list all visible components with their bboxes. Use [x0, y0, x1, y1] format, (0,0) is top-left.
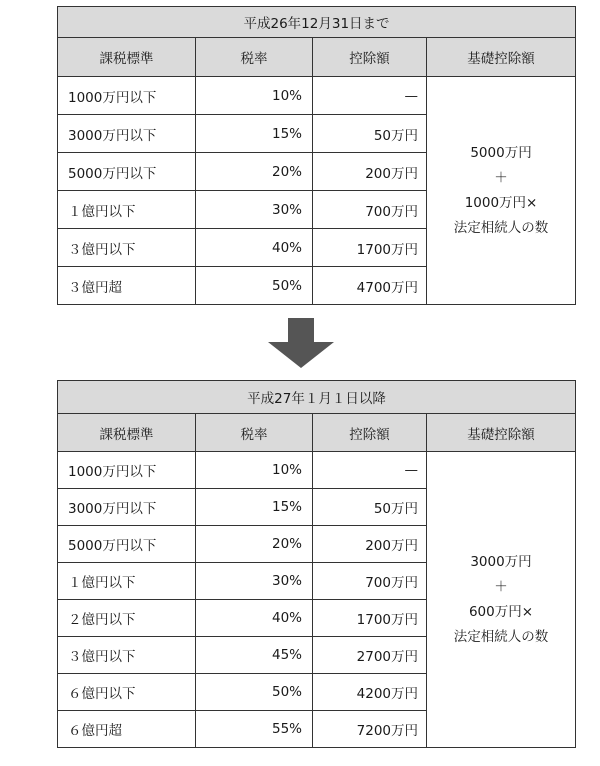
- basic-deduction-cell: [427, 77, 576, 305]
- taxable-amount-cell: 1000万円以下: [58, 77, 196, 115]
- tax-rate-cell: 40%: [196, 229, 313, 267]
- taxable-amount-cell: 1000万円以下: [58, 452, 196, 489]
- taxable-amount-cell: 5000万円以下: [58, 153, 196, 191]
- taxable-amount-cell: 3000万円以下: [58, 115, 196, 153]
- column-header-taxable-amount: 課税標準: [58, 414, 196, 452]
- column-header-deduction: 控除額: [313, 414, 427, 452]
- deduction-cell: 4700万円: [313, 267, 427, 305]
- deduction-cell: 4200万円: [313, 674, 427, 711]
- basic-deduction-cell: [427, 452, 576, 748]
- taxable-amount-cell: ６億円超: [58, 711, 196, 748]
- taxable-amount-cell: ３億円超: [58, 267, 196, 305]
- tax-rate-cell: 40%: [196, 600, 313, 637]
- taxable-amount-cell: ２億円以下: [58, 600, 196, 637]
- tax-rate-cell: 10%: [196, 452, 313, 489]
- deduction-cell: 1700万円: [313, 229, 427, 267]
- tax-table-before-2015: [57, 6, 576, 305]
- tax-rate-cell: 10%: [196, 77, 313, 115]
- basic-deduction-line: ＋: [494, 578, 508, 595]
- tax-rate-cell: 15%: [196, 489, 313, 526]
- tax-rate-cell: 20%: [196, 526, 313, 563]
- basic-deduction-line: 法定相続人の数: [453, 628, 549, 645]
- basic-deduction-line: 5000万円: [470, 144, 532, 161]
- taxable-amount-cell: 3000万円以下: [58, 489, 196, 526]
- tax-rate-cell: 30%: [196, 191, 313, 229]
- table-row: [58, 452, 576, 489]
- basic-deduction-line: 600万円×: [468, 603, 534, 620]
- column-header-basic-deduction: 基礎控除額: [427, 38, 576, 77]
- basic-deduction-line: ＋: [494, 169, 508, 186]
- basic-deduction-line: 1000万円×: [464, 194, 538, 211]
- deduction-cell: —: [313, 77, 427, 115]
- taxable-amount-cell: 5000万円以下: [58, 526, 196, 563]
- deduction-cell: 700万円: [313, 191, 427, 229]
- deduction-cell: 50万円: [313, 115, 427, 153]
- column-header-tax-rate: 税率: [196, 414, 313, 452]
- basic-deduction-line: 3000万円: [470, 553, 532, 570]
- taxable-amount-cell: １億円以下: [58, 563, 196, 600]
- taxable-amount-cell: ３億円以下: [58, 229, 196, 267]
- deduction-cell: 200万円: [313, 153, 427, 191]
- column-header-tax-rate: 税率: [196, 38, 313, 77]
- down-arrow-icon: [268, 318, 334, 368]
- tax-rate-cell: 50%: [196, 267, 313, 305]
- deduction-cell: 700万円: [313, 563, 427, 600]
- table-title: 平成26年12月31日まで: [58, 7, 576, 38]
- taxable-amount-cell: １億円以下: [58, 191, 196, 229]
- down-arrow-shape: [268, 318, 334, 368]
- tax-rate-cell: 15%: [196, 115, 313, 153]
- tax-rate-cell: 20%: [196, 153, 313, 191]
- deduction-cell: —: [313, 452, 427, 489]
- taxable-amount-cell: ３億円以下: [58, 637, 196, 674]
- table-title: 平成27年１月１日以降: [58, 381, 576, 414]
- table-row: [58, 77, 576, 115]
- tax-rate-cell: 30%: [196, 563, 313, 600]
- deduction-cell: 1700万円: [313, 600, 427, 637]
- deduction-cell: 7200万円: [313, 711, 427, 748]
- column-header-deduction: 控除額: [313, 38, 427, 77]
- deduction-cell: 50万円: [313, 489, 427, 526]
- basic-deduction-line: 法定相続人の数: [453, 219, 549, 236]
- taxable-amount-cell: ６億円以下: [58, 674, 196, 711]
- tax-rate-cell: 45%: [196, 637, 313, 674]
- tax-rate-cell: 55%: [196, 711, 313, 748]
- tax-table-after-2015: [57, 380, 576, 748]
- tax-rate-cell: 50%: [196, 674, 313, 711]
- deduction-cell: 2700万円: [313, 637, 427, 674]
- column-header-taxable-amount: 課税標準: [58, 38, 196, 77]
- deduction-cell: 200万円: [313, 526, 427, 563]
- column-header-basic-deduction: 基礎控除額: [427, 414, 576, 452]
